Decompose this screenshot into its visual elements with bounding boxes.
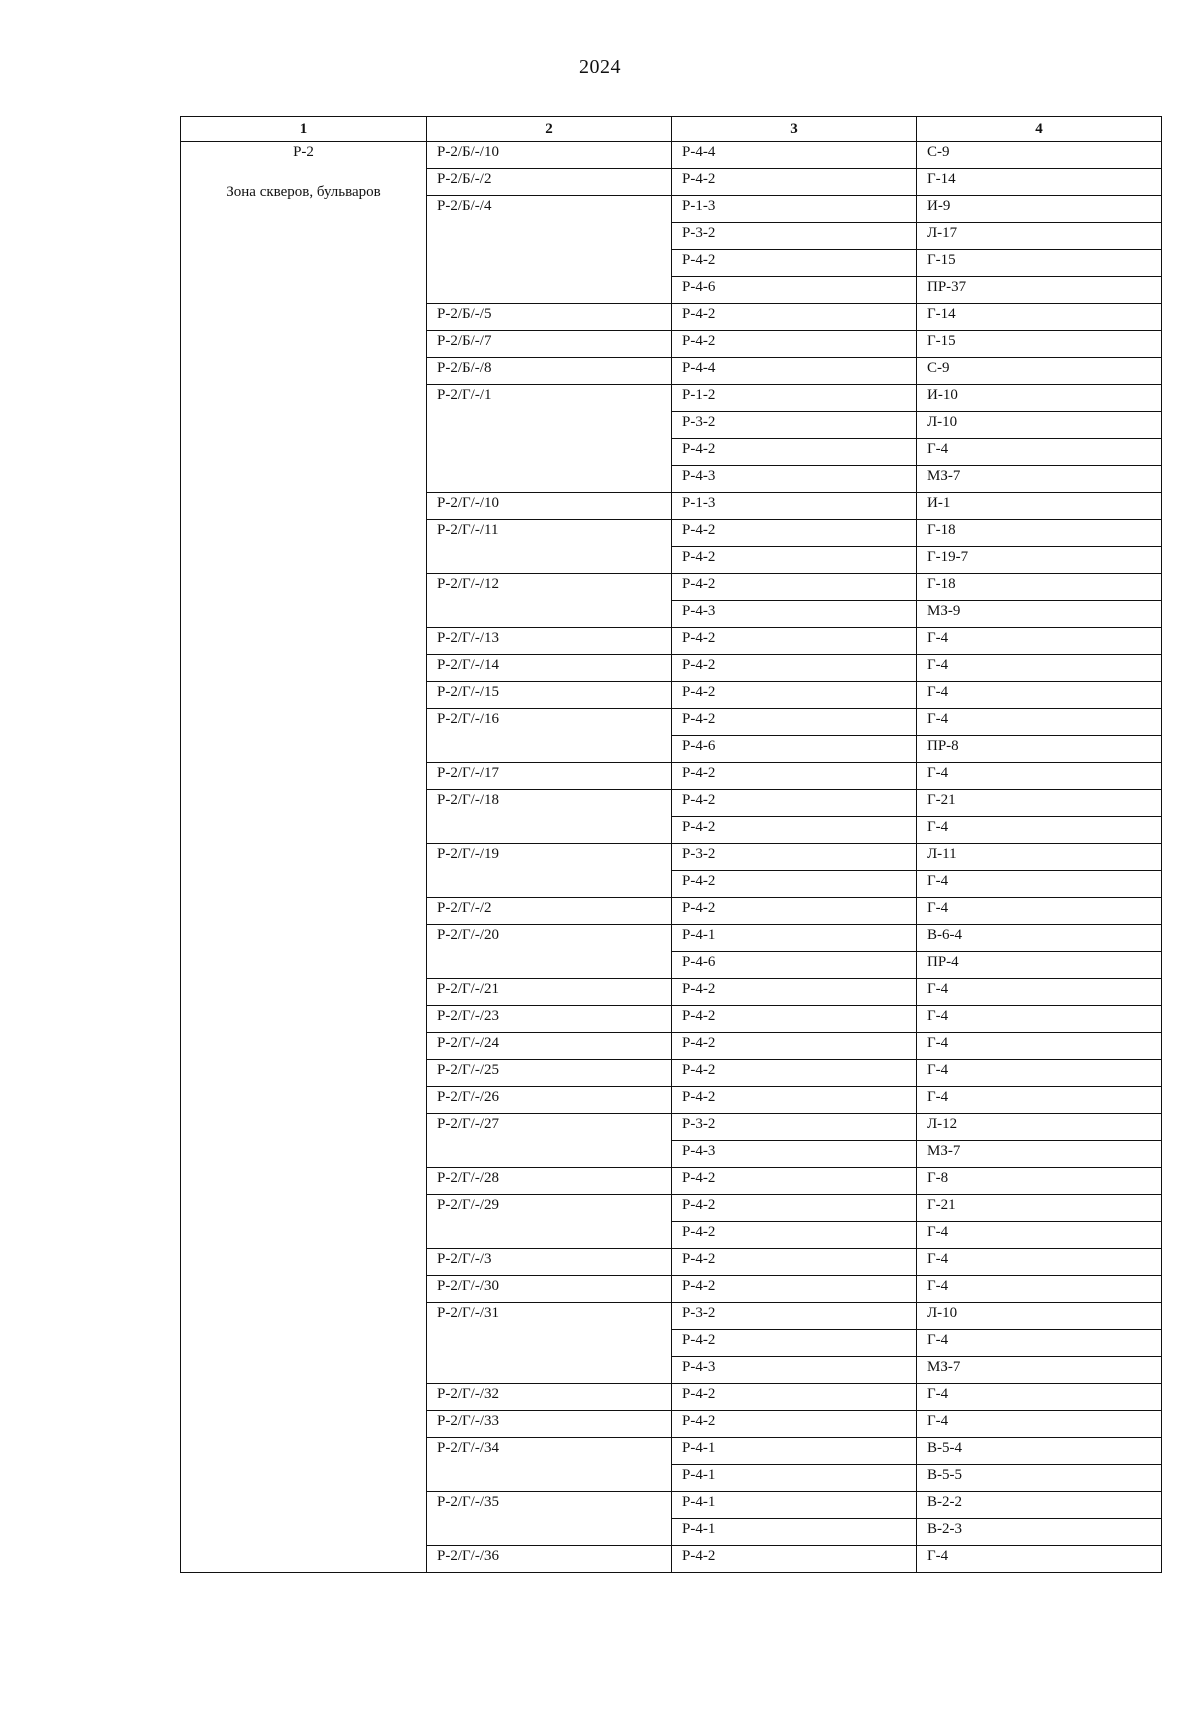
column-3-cell: Р-4-2	[672, 979, 917, 1006]
subzone-code-cell: Р-2/Б/-/8	[427, 358, 672, 385]
column-4-cell: Г-4	[917, 1060, 1162, 1087]
column-4-cell: Г-4	[917, 682, 1162, 709]
column-3-cell: Р-3-2	[672, 844, 917, 871]
column-4-cell: Л-12	[917, 1114, 1162, 1141]
column-4-cell: Г-14	[917, 304, 1162, 331]
subzone-code-cell: Р-2/Г/-/12	[427, 574, 672, 628]
column-3-cell: Р-4-2	[672, 628, 917, 655]
column-3-cell: Р-3-2	[672, 412, 917, 439]
table-row	[181, 142, 1162, 169]
column-4-cell: Г-4	[917, 1384, 1162, 1411]
column-3-cell: Р-4-2	[672, 655, 917, 682]
column-4-cell: Г-19-7	[917, 547, 1162, 574]
column-3-cell: Р-4-2	[672, 1222, 917, 1249]
column-3-cell: Р-4-2	[672, 547, 917, 574]
column-3-cell: Р-4-2	[672, 1330, 917, 1357]
column-3-cell: Р-4-2	[672, 1033, 917, 1060]
column-3-cell: Р-4-6	[672, 736, 917, 763]
column-3-cell: Р-4-2	[672, 763, 917, 790]
subzone-code-cell: Р-2/Г/-/34	[427, 1438, 672, 1492]
subzone-code-cell: Р-2/Г/-/17	[427, 763, 672, 790]
subzone-code-cell: Р-2/Г/-/31	[427, 1303, 672, 1384]
subzone-code-cell: Р-2/Г/-/15	[427, 682, 672, 709]
page-number: 2024	[579, 56, 621, 78]
column-3-cell: Р-1-3	[672, 493, 917, 520]
column-header-4: 4	[917, 117, 1162, 142]
column-3-cell: Р-4-2	[672, 709, 917, 736]
subzone-code-cell: Р-2/Б/-/10	[427, 142, 672, 169]
column-4-cell: В-5-5	[917, 1465, 1162, 1492]
column-3-cell: Р-4-2	[672, 1384, 917, 1411]
column-4-cell: Г-14	[917, 169, 1162, 196]
column-3-cell: Р-4-4	[672, 142, 917, 169]
column-4-cell: МЗ-7	[917, 1357, 1162, 1384]
column-4-cell: Г-4	[917, 1249, 1162, 1276]
column-3-cell: Р-4-2	[672, 1546, 917, 1573]
column-3-cell: Р-4-2	[672, 250, 917, 277]
column-3-cell: Р-4-2	[672, 520, 917, 547]
column-4-cell: Г-4	[917, 871, 1162, 898]
subzone-code-cell: Р-2/Г/-/27	[427, 1114, 672, 1168]
column-4-cell: Г-4	[917, 1276, 1162, 1303]
column-4-cell: И-9	[917, 196, 1162, 223]
column-3-cell: Р-4-1	[672, 1519, 917, 1546]
subzone-code-cell: Р-2/Б/-/4	[427, 196, 672, 304]
subzone-code-cell: Р-2/Г/-/14	[427, 655, 672, 682]
subzone-code-cell: Р-2/Б/-/7	[427, 331, 672, 358]
column-4-cell: ПР-8	[917, 736, 1162, 763]
column-3-cell: Р-4-6	[672, 952, 917, 979]
column-4-cell: Г-4	[917, 1411, 1162, 1438]
column-4-cell: Г-4	[917, 1330, 1162, 1357]
subzone-code-cell: Р-2/Б/-/5	[427, 304, 672, 331]
column-4-cell: Г-4	[917, 655, 1162, 682]
subzone-code-cell: Р-2/Г/-/25	[427, 1060, 672, 1087]
column-3-cell: Р-4-1	[672, 1492, 917, 1519]
column-4-cell: С-9	[917, 142, 1162, 169]
column-4-cell: Г-4	[917, 898, 1162, 925]
zoning-table	[180, 116, 1162, 1573]
column-4-cell: И-10	[917, 385, 1162, 412]
column-4-cell: Г-4	[917, 628, 1162, 655]
table-header-row	[181, 117, 1162, 142]
column-3-cell: Р-4-2	[672, 1168, 917, 1195]
subzone-code-cell: Р-2/Г/-/30	[427, 1276, 672, 1303]
subzone-code-cell: Р-2/Б/-/2	[427, 169, 672, 196]
column-3-cell: Р-3-2	[672, 1114, 917, 1141]
column-3-cell: Р-4-2	[672, 1276, 917, 1303]
subzone-code-cell: Р-2/Г/-/18	[427, 790, 672, 844]
subzone-code-cell: Р-2/Г/-/13	[427, 628, 672, 655]
column-3-cell: Р-1-2	[672, 385, 917, 412]
column-3-cell: Р-1-3	[672, 196, 917, 223]
column-4-cell: Г-4	[917, 1546, 1162, 1573]
column-3-cell: Р-4-3	[672, 466, 917, 493]
column-4-cell: Г-15	[917, 331, 1162, 358]
column-4-cell: Г-4	[917, 763, 1162, 790]
column-4-cell: ПР-37	[917, 277, 1162, 304]
column-4-cell: Г-4	[917, 1006, 1162, 1033]
zone-code: Р-2	[293, 144, 314, 160]
column-4-cell: Л-10	[917, 412, 1162, 439]
subzone-code-cell: Р-2/Г/-/35	[427, 1492, 672, 1546]
column-4-cell: Л-10	[917, 1303, 1162, 1330]
column-header-3: 3	[672, 117, 917, 142]
column-3-cell: Р-4-1	[672, 1438, 917, 1465]
subzone-code-cell: Р-2/Г/-/33	[427, 1411, 672, 1438]
column-4-cell: Г-21	[917, 1195, 1162, 1222]
column-4-cell: Г-18	[917, 574, 1162, 601]
column-3-cell: Р-4-2	[672, 898, 917, 925]
column-3-cell: Р-4-2	[672, 169, 917, 196]
subzone-code-cell: Р-2/Г/-/19	[427, 844, 672, 898]
column-3-cell: Р-4-2	[672, 439, 917, 466]
subzone-code-cell: Р-2/Г/-/32	[427, 1384, 672, 1411]
column-4-cell: ПР-4	[917, 952, 1162, 979]
column-4-cell: В-6-4	[917, 925, 1162, 952]
column-4-cell: С-9	[917, 358, 1162, 385]
subzone-code-cell: Р-2/Г/-/21	[427, 979, 672, 1006]
subzone-code-cell: Р-2/Г/-/3	[427, 1249, 672, 1276]
subzone-code-cell: Р-2/Г/-/11	[427, 520, 672, 574]
column-3-cell: Р-4-2	[672, 1060, 917, 1087]
subzone-code-cell: Р-2/Г/-/24	[427, 1033, 672, 1060]
column-3-cell: Р-4-3	[672, 1141, 917, 1168]
column-3-cell: Р-4-2	[672, 304, 917, 331]
column-3-cell: Р-4-2	[672, 1195, 917, 1222]
column-4-cell: Г-4	[917, 817, 1162, 844]
column-4-cell: В-2-3	[917, 1519, 1162, 1546]
zone-name: Зона скверов, бульваров	[226, 184, 381, 200]
column-3-cell: Р-4-1	[672, 925, 917, 952]
column-4-cell: Г-4	[917, 439, 1162, 466]
column-3-cell: Р-4-2	[672, 331, 917, 358]
column-3-cell: Р-4-1	[672, 1465, 917, 1492]
column-3-cell: Р-4-4	[672, 358, 917, 385]
column-4-cell: Г-4	[917, 979, 1162, 1006]
subzone-code-cell: Р-2/Г/-/28	[427, 1168, 672, 1195]
column-3-cell: Р-4-2	[672, 790, 917, 817]
column-4-cell: Г-8	[917, 1168, 1162, 1195]
column-3-cell: Р-4-2	[672, 1249, 917, 1276]
subzone-code-cell: Р-2/Г/-/23	[427, 1006, 672, 1033]
column-4-cell: Г-15	[917, 250, 1162, 277]
subzone-code-cell: Р-2/Г/-/26	[427, 1087, 672, 1114]
column-3-cell: Р-4-2	[672, 1411, 917, 1438]
table-body	[181, 142, 1162, 1573]
subzone-code-cell: Р-2/Г/-/10	[427, 493, 672, 520]
subzone-code-cell: Р-2/Г/-/2	[427, 898, 672, 925]
subzone-code-cell: Р-2/Г/-/16	[427, 709, 672, 763]
column-3-cell: Р-4-3	[672, 601, 917, 628]
column-3-cell: Р-4-3	[672, 1357, 917, 1384]
column-3-cell: Р-4-2	[672, 817, 917, 844]
column-3-cell: Р-4-2	[672, 1087, 917, 1114]
column-4-cell: МЗ-7	[917, 1141, 1162, 1168]
subzone-code-cell: Р-2/Г/-/29	[427, 1195, 672, 1249]
column-4-cell: В-5-4	[917, 1438, 1162, 1465]
column-4-cell: Г-4	[917, 1033, 1162, 1060]
column-3-cell: Р-4-6	[672, 277, 917, 304]
column-3-cell: Р-3-2	[672, 1303, 917, 1330]
column-4-cell: В-2-2	[917, 1492, 1162, 1519]
column-header-2: 2	[427, 117, 672, 142]
column-4-cell: Г-4	[917, 1222, 1162, 1249]
column-4-cell: Г-4	[917, 709, 1162, 736]
column-3-cell: Р-4-2	[672, 1006, 917, 1033]
column-4-cell: Г-21	[917, 790, 1162, 817]
subzone-code-cell: Р-2/Г/-/1	[427, 385, 672, 493]
column-3-cell: Р-4-2	[672, 682, 917, 709]
column-3-cell: Р-4-2	[672, 871, 917, 898]
column-4-cell: Л-11	[917, 844, 1162, 871]
column-4-cell: МЗ-7	[917, 466, 1162, 493]
column-4-cell: Г-4	[917, 1087, 1162, 1114]
column-4-cell: Л-17	[917, 223, 1162, 250]
column-3-cell: Р-3-2	[672, 223, 917, 250]
zone-cell	[181, 142, 427, 1573]
column-header-1: 1	[181, 117, 427, 142]
subzone-code-cell: Р-2/Г/-/20	[427, 925, 672, 979]
column-4-cell: Г-18	[917, 520, 1162, 547]
column-3-cell: Р-4-2	[672, 574, 917, 601]
subzone-code-cell: Р-2/Г/-/36	[427, 1546, 672, 1573]
column-4-cell: МЗ-9	[917, 601, 1162, 628]
column-4-cell: И-1	[917, 493, 1162, 520]
